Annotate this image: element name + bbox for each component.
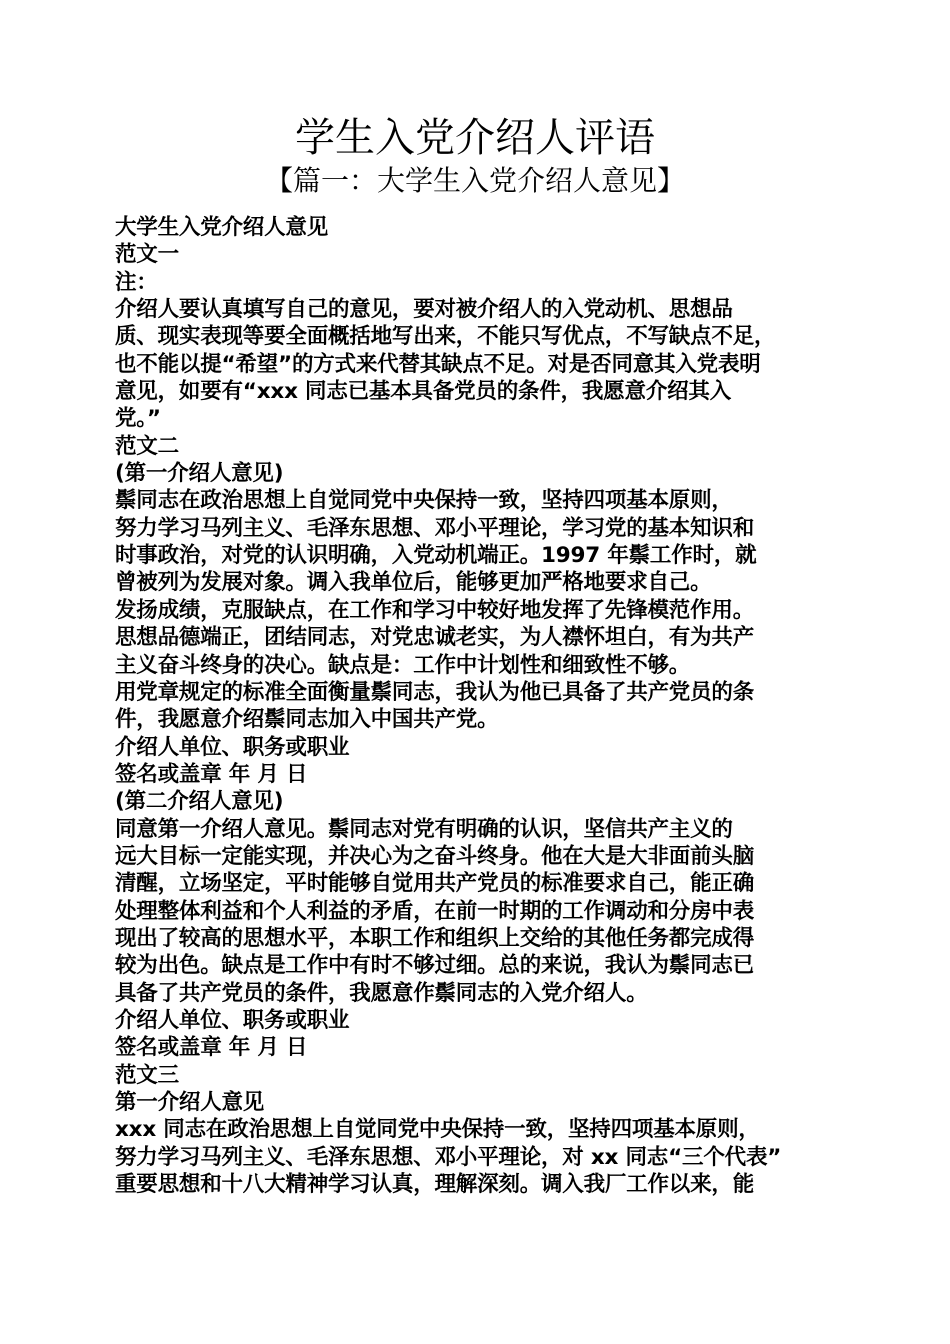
body-line: 处理整体利益和个人利益的矛盾，在前一时期的工作调动和分房中表	[115, 898, 755, 924]
body-line: 党。”	[115, 406, 161, 432]
body-line: 较为出色。缺点是工作中有时不够过细。总的来说，我认为鬃同志已	[115, 953, 755, 979]
body-line: 重要思想和十八大精神学习认真，理解深刻。调入我厂工作以来，能	[115, 1172, 755, 1198]
body-line: 用党章规定的标准全面衡量鬃同志，我认为他已具备了共产党员的条	[115, 679, 755, 705]
body-line: (第二介绍人意见)	[115, 789, 284, 815]
body-line: 清醒，立场坚定，平时能够自觉用共产党员的标准要求自己，能正确	[115, 871, 755, 897]
body-line: 远大目标一定能实现，并决心为之奋斗终身。他在大是大非面前头脑	[115, 843, 755, 869]
body-line: 发扬成绩，克服缺点，在工作和学习中较好地发挥了先锋模范作用。	[115, 597, 755, 623]
body-line: 大学生入党介绍人意见	[115, 215, 329, 240]
body-line: 范文三	[115, 1062, 179, 1088]
body-line: 曾被列为发展对象。调入我单位后，能够更加严格地要求自己。	[115, 570, 712, 596]
body-line: 介绍人要认真填写自己的意见，要对被介绍人的入党动机、思想品	[115, 297, 733, 323]
body-line: 时事政治，对党的认识明确，入党动机端正。1997 年鬃工作时，就	[115, 543, 757, 569]
body-line: 签名或盖章 年 月 日	[115, 1035, 308, 1061]
body-line: xxx 同志在政治思想上自觉同党中央保持一致，坚持四项基本原则，	[115, 1117, 760, 1143]
body-line: 具备了共产党员的条件，我愿意作鬃同志的入党介绍人。	[115, 980, 648, 1006]
body-line: 范文二	[115, 433, 179, 459]
body-line: 签名或盖章 年 月 日	[115, 761, 308, 787]
document-title: 学生入党介绍人评语	[295, 115, 655, 161]
body-line: 第一介绍人意见	[115, 1090, 265, 1115]
body-line: 主义奋斗终身的决心。缺点是：工作中计划性和细致性不够。	[115, 652, 691, 678]
body-line: 也不能以提“希望”的方式来代替其缺点不足。对是否同意其入党表明	[115, 351, 761, 377]
body-line: 努力学习马列主义、毛泽东思想、邓小平理论，学习党的基本知识和	[115, 515, 755, 541]
body-line: 现出了较高的思想水平，本职工作和组织上交给的其他任务都完成得	[115, 925, 755, 951]
body-line: 介绍人单位、职务或职业	[115, 1007, 350, 1033]
body-line: 思想品德端正，团结同志，对党忠诚老实，为人襟怀坦白，有为共产	[115, 625, 755, 651]
document-subtitle: 【篇一：大学生入党介绍人意见】	[264, 164, 685, 197]
body-line: 鬃同志在政治思想上自觉同党中央保持一致，坚持四项基本原则，	[115, 488, 733, 514]
body-line: 注：	[115, 269, 158, 295]
body-line: (第一介绍人意见)	[115, 461, 284, 487]
body-line: 介绍人单位、职务或职业	[115, 734, 350, 760]
body-line: 同意第一介绍人意见。鬃同志对党有明确的认识，坚信共产主义的	[115, 816, 733, 842]
body-line: 范文一	[115, 242, 179, 268]
body-line: 件，我愿意介绍鬃同志加入中国共产党。	[115, 707, 499, 733]
body-line: 质、现实表现等要全面概括地写出来，不能只写优点，不写缺点不足，	[115, 324, 776, 350]
body-line: 努力学习马列主义、毛泽东思想、邓小平理论，对 xx 同志“三个代表”	[115, 1144, 782, 1170]
document-body	[115, 214, 845, 1198]
body-line: 意见，如要有“xxx 同志已基本具备党员的条件，我愿意介绍其入	[115, 379, 732, 405]
